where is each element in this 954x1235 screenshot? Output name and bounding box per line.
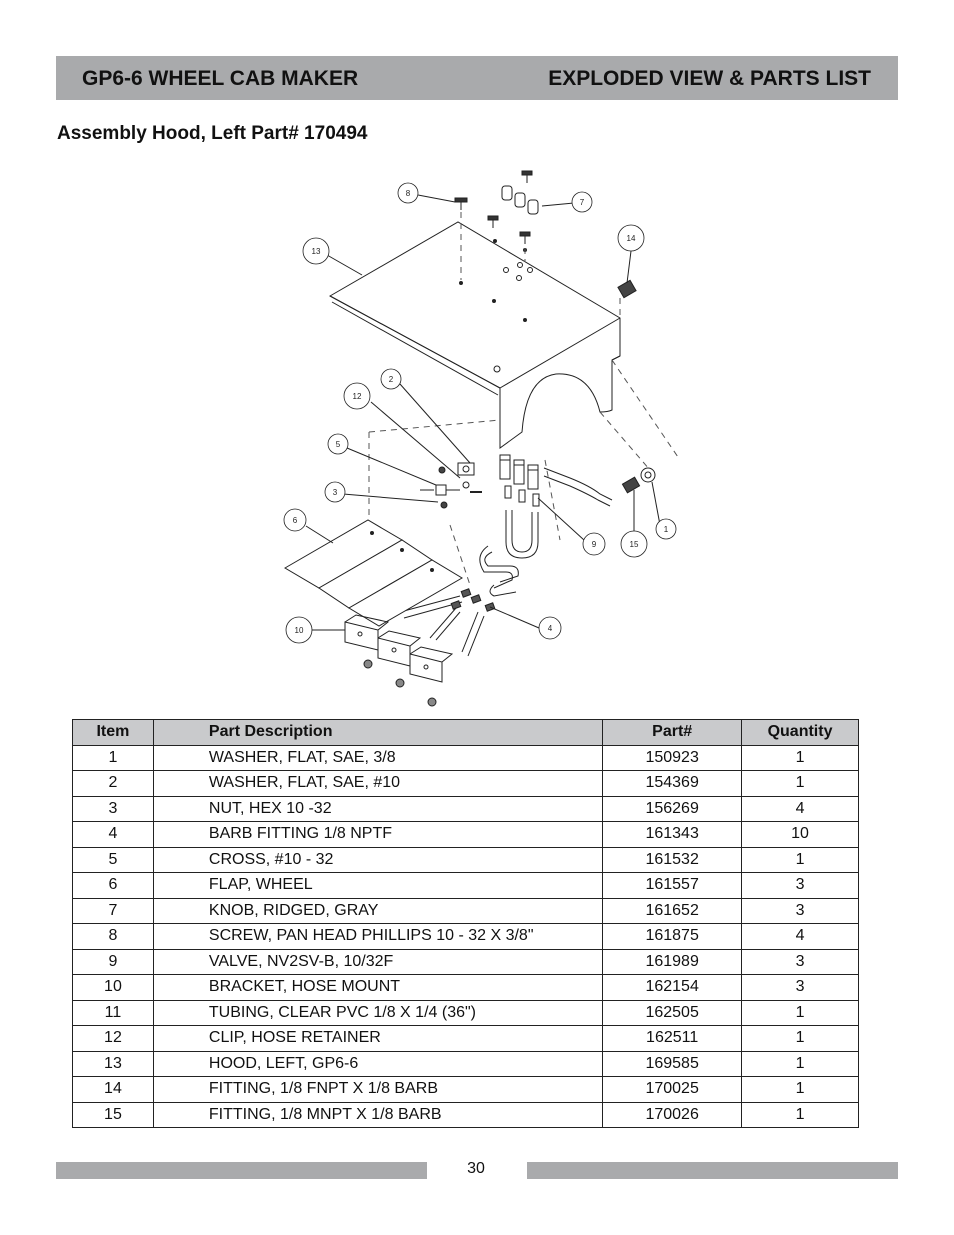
table-row — [73, 898, 859, 924]
callout-5: 5 — [335, 440, 341, 449]
cell-description: TUBING, CLEAR PVC 1/8 X 1/4 (36") — [153, 1000, 602, 1026]
cell-part-number: 170026 — [603, 1102, 742, 1128]
cell-part-number: 156269 — [603, 796, 742, 822]
table-row — [73, 796, 859, 822]
cell-part-number: 161989 — [603, 949, 742, 975]
callout-14: 14 — [626, 234, 636, 243]
cell-quantity: 3 — [742, 898, 859, 924]
cell-description: BARB FITTING 1/8 NPTF — [153, 822, 602, 848]
cell-description: BRACKET, HOSE MOUNT — [153, 975, 602, 1001]
header-title-right: EXPLODED VIEW & PARTS LIST — [548, 67, 871, 90]
table-row — [73, 949, 859, 975]
cell-description: FLAP, WHEEL — [153, 873, 602, 899]
cell-item: 1 — [73, 745, 154, 771]
callout-12: 12 — [352, 392, 362, 401]
table-row — [73, 1026, 859, 1052]
cell-part-number: 170025 — [603, 1077, 742, 1103]
cell-item: 12 — [73, 1026, 154, 1052]
cell-quantity: 1 — [742, 1000, 859, 1026]
cell-part-number: 162505 — [603, 1000, 742, 1026]
table-row — [73, 1102, 859, 1128]
cell-part-number: 154369 — [603, 771, 742, 797]
footer-bar-right — [527, 1162, 898, 1179]
cell-item: 11 — [73, 1000, 154, 1026]
exploded-view-diagram — [270, 160, 700, 715]
table-row — [73, 1051, 859, 1077]
cell-part-number: 150923 — [603, 745, 742, 771]
table-row — [73, 1077, 859, 1103]
parts-table-body — [73, 745, 859, 1128]
cell-quantity: 4 — [742, 796, 859, 822]
cell-quantity: 1 — [742, 1026, 859, 1052]
header-title-left: GP6-6 WHEEL CAB MAKER — [82, 67, 359, 90]
callout-13: 13 — [311, 247, 321, 256]
table-row — [73, 847, 859, 873]
cell-description: NUT, HEX 10 -32 — [153, 796, 602, 822]
cell-quantity: 4 — [742, 924, 859, 950]
cell-description: FITTING, 1/8 MNPT X 1/8 BARB — [153, 1102, 602, 1128]
cell-part-number: 161343 — [603, 822, 742, 848]
cell-part-number: 161652 — [603, 898, 742, 924]
cell-description: CLIP, HOSE RETAINER — [153, 1026, 602, 1052]
header-description: Part Description — [153, 720, 602, 746]
page-number: 30 — [467, 1160, 485, 1177]
table-row — [73, 771, 859, 797]
cell-description: CROSS, #10 - 32 — [153, 847, 602, 873]
cell-item: 3 — [73, 796, 154, 822]
hose-brackets — [345, 615, 452, 706]
cell-item: 15 — [73, 1102, 154, 1128]
valve-manifold — [500, 455, 655, 506]
cell-description: HOOD, LEFT, GP6-6 — [153, 1051, 602, 1077]
cell-part-number: 169585 — [603, 1051, 742, 1077]
table-row — [73, 975, 859, 1001]
cell-description: SCREW, PAN HEAD PHILLIPS 10 - 32 X 3/8" — [153, 924, 602, 950]
cell-item: 8 — [73, 924, 154, 950]
header-bar — [56, 56, 898, 100]
cell-part-number: 161557 — [603, 873, 742, 899]
cell-description: WASHER, FLAT, SAE, #10 — [153, 771, 602, 797]
footer-bar-left — [56, 1162, 427, 1179]
table-row — [73, 924, 859, 950]
cell-part-number: 162511 — [603, 1026, 742, 1052]
header-quantity: Quantity — [742, 720, 859, 746]
cell-item: 6 — [73, 873, 154, 899]
callout-15: 15 — [629, 540, 639, 549]
table-row — [73, 745, 859, 771]
cell-item: 7 — [73, 898, 154, 924]
cell-quantity: 3 — [742, 975, 859, 1001]
cell-item: 10 — [73, 975, 154, 1001]
callout-3: 3 — [332, 488, 338, 497]
parts-table — [72, 719, 859, 1128]
callout-1: 1 — [663, 525, 669, 534]
cell-description: FITTING, 1/8 FNPT X 1/8 BARB — [153, 1077, 602, 1103]
cell-description: KNOB, RIDGED, GRAY — [153, 898, 602, 924]
table-header-row — [73, 720, 859, 746]
cell-item: 4 — [73, 822, 154, 848]
cell-quantity: 1 — [742, 1102, 859, 1128]
header-part-number: Part# — [603, 720, 742, 746]
callout-2: 2 — [388, 375, 394, 384]
cell-part-number: 162154 — [603, 975, 742, 1001]
table-row — [73, 873, 859, 899]
cell-quantity: 1 — [742, 847, 859, 873]
table-row — [73, 822, 859, 848]
cell-part-number: 161532 — [603, 847, 742, 873]
cell-description: VALVE, NV2SV-B, 10/32F — [153, 949, 602, 975]
cell-quantity: 1 — [742, 1051, 859, 1077]
wheel-flaps — [285, 520, 462, 626]
cell-part-number: 161875 — [603, 924, 742, 950]
header-item: Item — [73, 720, 154, 746]
cell-quantity: 1 — [742, 771, 859, 797]
callout-4: 4 — [547, 624, 553, 633]
callout-8: 8 — [405, 189, 411, 198]
hood-part — [330, 222, 620, 448]
cell-description: WASHER, FLAT, SAE, 3/8 — [153, 745, 602, 771]
callout-10: 10 — [294, 626, 304, 635]
cell-quantity: 10 — [742, 822, 859, 848]
callout-7: 7 — [579, 198, 585, 207]
cell-quantity: 1 — [742, 1077, 859, 1103]
cell-quantity: 3 — [742, 949, 859, 975]
barb-fittings — [451, 589, 495, 611]
cell-quantity: 1 — [742, 745, 859, 771]
cell-item: 9 — [73, 949, 154, 975]
cell-quantity: 3 — [742, 873, 859, 899]
table-row — [73, 1000, 859, 1026]
cell-item: 13 — [73, 1051, 154, 1077]
cell-item: 2 — [73, 771, 154, 797]
callout-6: 6 — [292, 516, 298, 525]
callout-9: 9 — [591, 540, 597, 549]
cell-item: 5 — [73, 847, 154, 873]
section-title: Assembly Hood, Left Part# 170494 — [57, 123, 368, 144]
cell-item: 14 — [73, 1077, 154, 1103]
